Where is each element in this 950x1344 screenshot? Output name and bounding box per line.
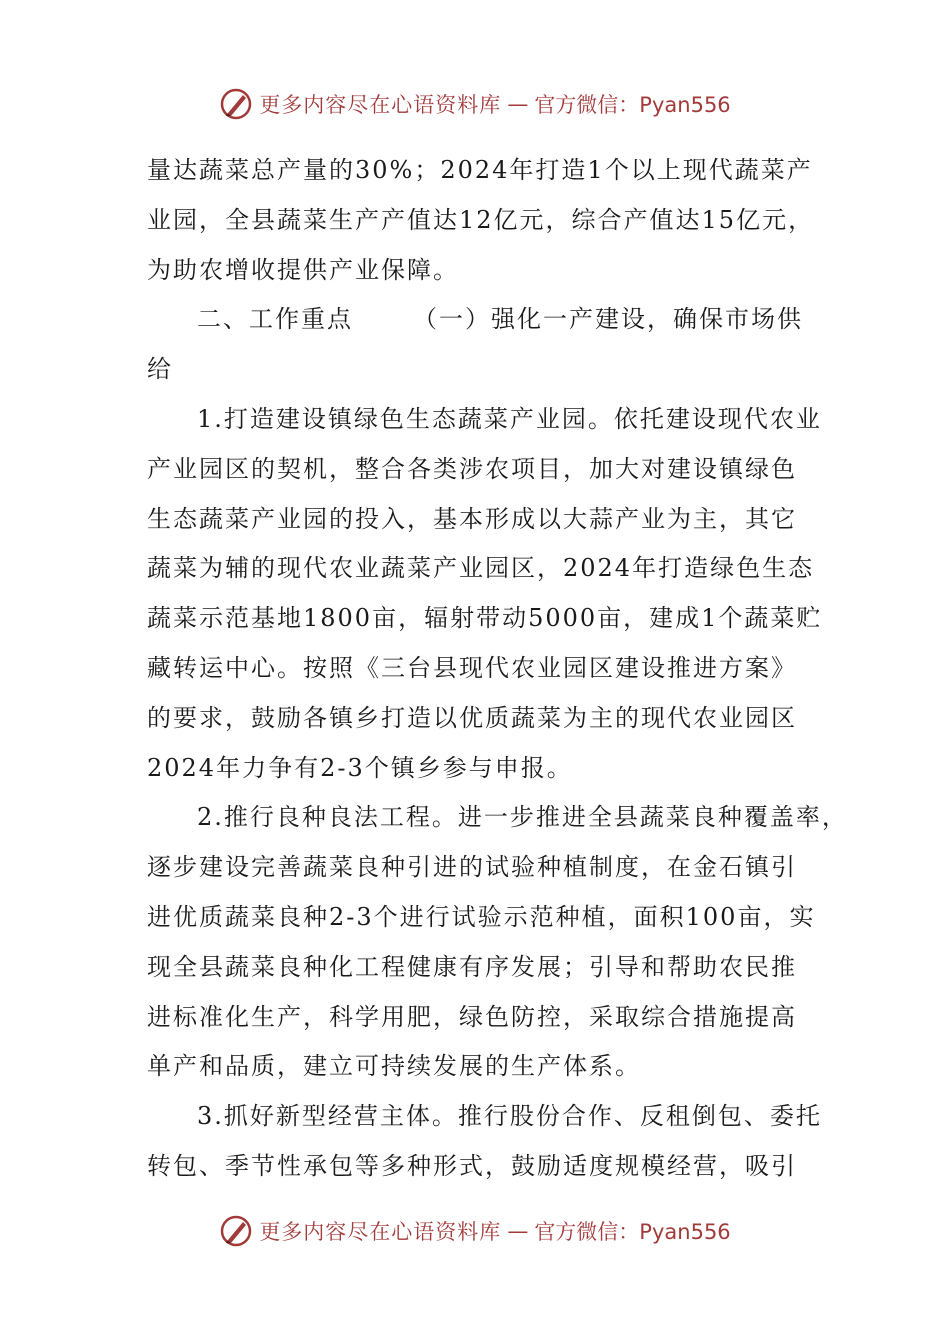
- banner-wechat: 官方微信：Pyan556: [534, 1220, 731, 1244]
- text-line: 1.打造建设镇绿色生态蔬菜产业园。依托建设现代农业: [197, 404, 822, 433]
- text-line: 2024年力争有2-3个镇乡参与申报。: [147, 753, 573, 782]
- text-line: 蔬菜为辅的现代农业蔬菜产业园区，2024年打造绿色生态: [147, 554, 815, 583]
- subsection-title-cont: 给: [147, 355, 173, 384]
- document-body: [147, 146, 848, 1192]
- text-line: 的要求，鼓励各镇乡打造以优质蔬菜为主的现代农业园区: [147, 703, 797, 732]
- subsection-title: （一）强化一产建设，确保市场供: [413, 305, 803, 334]
- paragraph-1: [147, 395, 823, 793]
- text-line: 进标准化生产，科学用肥，绿色防控，采取综合措施提高: [147, 1002, 797, 1031]
- banner-text: 更多内容尽在心语资料库: [259, 93, 502, 117]
- pen-logo-icon: [219, 1214, 253, 1248]
- text-line: 业园，全县蔬菜生产产值达12亿元，综合产值达15亿元，: [147, 205, 815, 234]
- pen-logo-icon: [219, 87, 253, 121]
- section-title: 二、工作重点: [197, 305, 353, 334]
- text-line: 生态蔬菜产业园的投入，基本形成以大蒜产业为主，其它: [147, 504, 797, 533]
- paragraph-intro: [147, 146, 815, 295]
- paragraph-3: [147, 1092, 822, 1192]
- text-line: 2.推行良种良法工程。进一步推进全县蔬菜良种覆盖率，: [197, 803, 848, 832]
- banner-text: 更多内容尽在心语资料库: [259, 1220, 502, 1244]
- text-line: 进优质蔬菜良种2-3个进行试验示范种植，面积100亩，实: [147, 902, 816, 931]
- text-line: 单产和品质，建立可持续发展的生产体系。: [147, 1052, 641, 1081]
- header-banner: [0, 84, 950, 124]
- text-line: 现全县蔬菜良种化工程健康有序发展；引导和帮助农民推: [147, 952, 797, 981]
- banner-separator: —: [507, 92, 529, 116]
- text-line: 逐步建设完善蔬菜良种引进的试验种植制度，在金石镇引: [147, 853, 797, 882]
- banner-separator: —: [507, 1219, 529, 1243]
- text-line: 3.抓好新型经营主体。推行股份合作、反租倒包、委托: [197, 1102, 822, 1131]
- paragraph-2: [147, 793, 848, 1092]
- text-line: 为助农增收提供产业保障。: [147, 255, 459, 284]
- text-line: 量达蔬菜总产量的30%；2024年打造1个以上现代蔬菜产: [147, 156, 813, 184]
- footer-banner: [0, 1211, 950, 1251]
- text-line: 蔬菜示范基地1800亩，辐射带动5000亩，建成1个蔬菜贮: [147, 604, 823, 633]
- section-heading: [147, 295, 812, 395]
- text-line: 藏转运中心。按照《三台县现代农业园区建设推进方案》: [147, 653, 797, 682]
- banner-wechat: 官方微信：Pyan556: [534, 93, 731, 117]
- text-line: 转包、季节性承包等多种形式，鼓励适度规模经营，吸引: [147, 1151, 797, 1180]
- text-line: 产业园区的契机，整合各类涉农项目，加大对建设镇绿色: [147, 454, 797, 483]
